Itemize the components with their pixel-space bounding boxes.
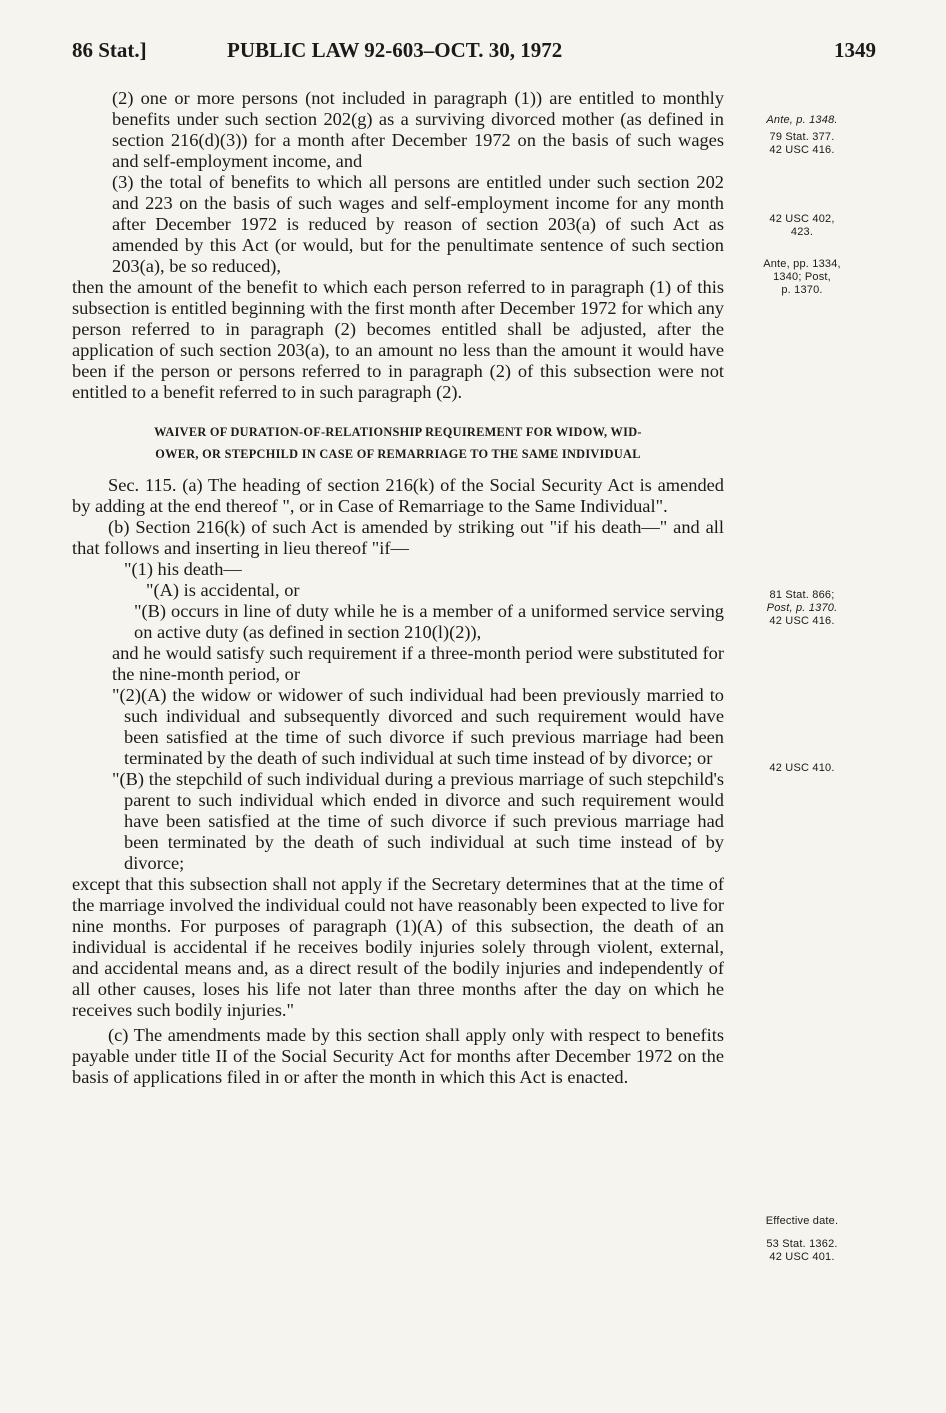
marginal-note-4-line-1: 81 Stat. 866;: [769, 589, 835, 601]
clause-2-a: "(2)(A) the widow or widower of such individual had been previously married to such individual and subsequently divorced and such requirement would have been satisfied at the time of such divorce if such previous marriage had been terminated by the death of such individual at such time instead of by divorce; or: [112, 685, 724, 768]
marginal-note-7-line-1: 53 Stat. 1362.: [766, 1238, 838, 1250]
paragraph-except: except that this subsection shall not apply if the Secretary determines that at the time of the marriage involved the individual could not have reasonably been expected to live for nine months. For purposes of paragraph (1)(A) of this subsection, the death of an individual is accidental if he receives bodily injuries solely through violent, external, and accidental means and, as a direct result of the bodily injuries and independently of all other causes, loses his life not later than three months after the day on which he receives such bodily injuries.": [72, 874, 724, 1020]
clause-1-tail: and he would satisfy such requirement if a three-month period were substituted for the nine-month period, or: [112, 643, 724, 684]
marginal-note-6-line-1: Effective date.: [765, 1215, 839, 1227]
clause-1: "(1) his death—: [124, 559, 242, 579]
marginal-note-4: [742, 589, 862, 628]
marginal-note-6: [742, 1215, 862, 1228]
page-header: [72, 38, 876, 68]
marginal-note-5-line-1: 42 USC 410.: [769, 762, 835, 774]
marginal-note-1-line-3: 42 USC 416.: [769, 144, 835, 156]
marginal-note-7: [742, 1238, 862, 1264]
marginal-note-4-line-2: Post, p. 1370.: [766, 602, 838, 614]
section-heading: [72, 421, 724, 465]
clause-1-b: "(B) occurs in line of duty while he is a member of a uniformed service serving on active duty (as defined in section 210(l)(2)),: [134, 601, 724, 642]
section-heading-line-1: WAIVER OF DURATION-OF-RELATIONSHIP REQUIREMENT FOR WIDOW, WID-: [154, 425, 642, 439]
header-title: PUBLIC LAW 92-603–OCT. 30, 1972: [227, 38, 563, 62]
document-body: [72, 88, 724, 1088]
paragraph-3: (3) the total of benefits to which all persons are entitled under such section 202 and 223 on the basis of such wages and self-employment income for any month after December 1972 is reduced by reason of section 203(a) of such Act as amended by this Act (or would, but for the penultimate sentence of such section 203(a), be so reduced),: [112, 172, 724, 276]
paragraph-2: (2) one or more persons (not included in paragraph (1)) are entitled to monthly benefits under such section 202(g) as a surviving divorced mother (as defined in section 216(d)(3)) for a month after December 1972 on the basis of such wages and self-employment income, and: [112, 88, 724, 171]
page-number: 1349: [834, 38, 876, 62]
marginal-note-2-line-2: 423.: [790, 226, 814, 238]
marginal-note-3: [742, 258, 862, 297]
marginal-note-3-line-3: p. 1370.: [781, 284, 823, 296]
section-115-c: (c) The amendments made by this section shall apply only with respect to benefits payable under title II of the Social Security Act for months after December 1972 on the basis of applications filed in or after the month in which this Act is enacted.: [72, 1025, 724, 1087]
marginal-note-2-line-1: 42 USC 402,: [769, 213, 835, 225]
section-heading-line-2: OWER, OR STEPCHILD IN CASE OF REMARRIAGE TO THE SAME INDIVIDUAL: [155, 447, 641, 461]
marginal-note-3-line-2: 1340; Post,: [773, 271, 831, 283]
marginal-note-3-line-1: Ante, pp. 1334,: [763, 258, 841, 270]
marginal-note-4-line-3: 42 USC 416.: [769, 615, 835, 627]
marginal-note-7-line-2: 42 USC 401.: [769, 1251, 835, 1263]
paragraph-then: then the amount of the benefit to which each person referred to in paragraph (1) of this subsection is entitled beginning with the first month after December 1972 for which any person referred to in paragraph (2) becomes entitled shall be adjusted, after the application of such section 203(a), to an amount no less than the amount it would have been if the person or persons referred to in paragraph (2) of this subsection were not entitled to a benefit referred to in such paragraph (2).: [72, 277, 724, 402]
marginal-note-1: [742, 114, 862, 157]
clause-1-a: "(A) is accidental, or: [146, 580, 300, 600]
marginal-note-5: [742, 762, 862, 775]
header-statute-ref: 86 Stat.]: [72, 38, 147, 62]
section-115-b: (b) Section 216(k) of such Act is amended by striking out "if his death—" and all that follows and inserting in lieu thereof "if—: [72, 517, 724, 558]
marginal-note-2: [742, 213, 862, 239]
section-115-a: Sec. 115. (a) The heading of section 216(k) of the Social Security Act is amended by adding at the end thereof ", or in Case of Remarriage to the Same Individual".: [72, 475, 724, 516]
marginal-note-1-line-2: 79 Stat. 377.: [769, 131, 835, 143]
marginal-note-1-line-1: Ante, p. 1348.: [766, 114, 838, 126]
clause-2-b: "(B) the stepchild of such individual during a previous marriage of such stepchild's parent to such individual which ended in divorce and such requirement would have been satisfied at the time of such divorce if such previous marriage had been terminated by the death of such individual at such time instead of by divorce;: [112, 769, 724, 873]
